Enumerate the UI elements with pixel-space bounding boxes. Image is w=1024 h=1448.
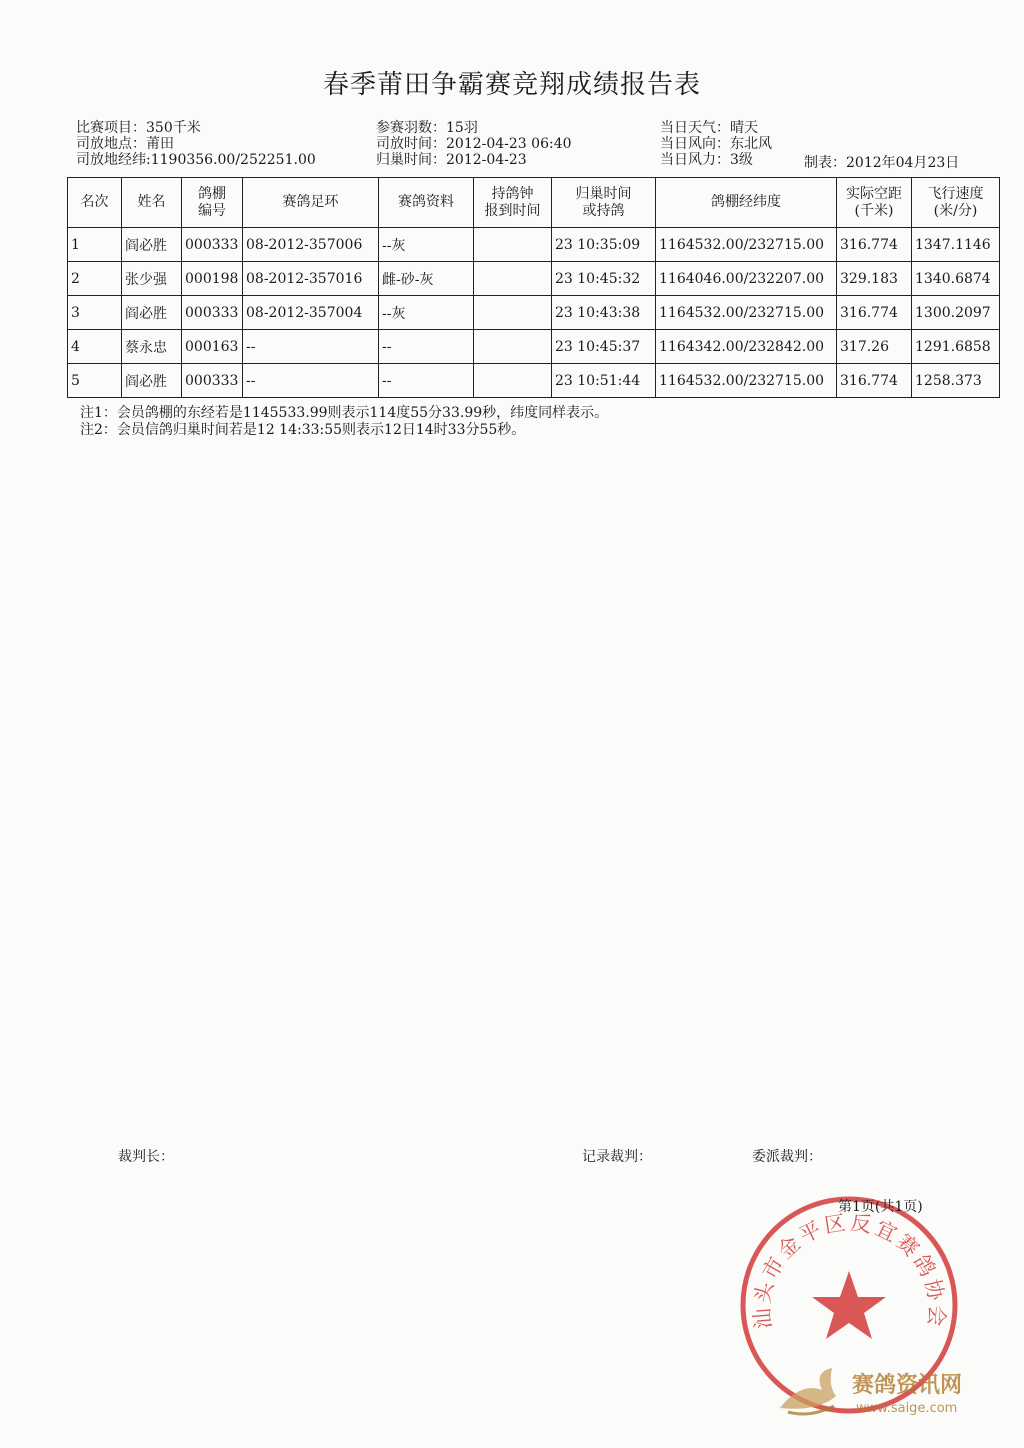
cell-info: -- [379,364,474,398]
cell-coords: 1164342.00/232842.00 [656,330,837,364]
cell-speed: 1258.373 [912,364,1000,398]
release-place: 司放地点：莆田 [76,136,174,152]
cell-info: --灰 [379,228,474,262]
cell-coords: 1164532.00/232715.00 [656,228,837,262]
release-coords: 司放地经纬:1190356.00/252251.00 [76,152,316,168]
cell-loft: 000163 [182,330,243,364]
cell-clock [474,228,552,262]
cell-clock [474,262,552,296]
header-speed-line1: 飞行速度 [927,185,984,202]
table-header-row [68,178,1000,228]
cell-clock [474,296,552,330]
cell-loft: 000333 [182,364,243,398]
header-loft-no [182,178,243,228]
cell-time: 23 10:45:37 [552,330,656,364]
watermark-text: 赛鸽资讯网 [852,1373,963,1398]
report-title: 春季莆田争霸赛竞翔成绩报告表 [322,70,701,100]
appointed-judge-label: 委派裁判： [752,1149,822,1165]
release-time: 司放时间：2012-04-23 06:40 [376,136,572,152]
star-icon [812,1271,886,1339]
cell-clock [474,364,552,398]
cell-coords: 1164046.00/232207.00 [656,262,837,296]
cell-distance: 316.774 [837,364,912,398]
cell-speed: 1347.1146 [912,228,1000,262]
header-distance [837,178,912,228]
cell-ring: 08-2012-357016 [243,262,379,296]
cell-time: 23 10:45:32 [552,262,656,296]
cell-speed: 1300.2097 [912,296,1000,330]
cell-coords: 1164532.00/232715.00 [656,296,837,330]
cell-time: 23 10:43:38 [552,296,656,330]
notes [80,405,608,439]
chief-judge-label: 裁判长： [118,1149,174,1165]
cell-time: 23 10:51:44 [552,364,656,398]
cell-loft: 000333 [182,228,243,262]
cell-name: 阎必胜 [122,228,182,262]
page-number: 第1页(共1页) [838,1199,923,1215]
table-row [68,228,1000,262]
header-return-time-line1: 归巢时间 [575,185,632,202]
svg-text:汕头市金平区反宜赛鸽协会: 汕头市金平区反宜赛鸽协会 [749,1210,950,1331]
results-table [67,177,1000,398]
cell-ring: -- [243,330,379,364]
table-row [68,330,1000,364]
header-loft-no-line1: 鸽棚 [198,185,226,202]
cell-info: --灰 [379,296,474,330]
header-return-time [552,178,656,228]
header-name: 姓名 [122,178,182,228]
header-return-time-line2: 或持鸽 [582,202,625,219]
cell-info: -- [379,330,474,364]
cell-distance: 316.774 [837,228,912,262]
race-info-column-2 [376,120,572,168]
recording-judge-label: 记录裁判： [582,1149,652,1165]
race-item: 比赛项目：350千米 [76,120,201,136]
note-1: 注1：会员鸽棚的东经若是1145533.99则表示114度55分33.99秒，纬度同样表示。 [80,405,609,421]
cell-speed: 1340.6874 [912,262,1000,296]
weather: 当日天气：晴天 [660,120,758,136]
cell-rank: 3 [68,296,122,330]
cell-time: 23 10:35:09 [552,228,656,262]
header-loft-no-line2: 编号 [198,202,226,219]
header-distance-line2: (千米) [854,202,894,219]
cell-clock [474,330,552,364]
wind-direction: 当日风向：东北风 [660,136,772,152]
cell-ring: 08-2012-357004 [243,296,379,330]
cell-coords: 1164532.00/232715.00 [656,364,837,398]
header-coords: 鸽棚经纬度 [656,178,837,228]
cell-rank: 4 [68,330,122,364]
cell-name: 蔡永忠 [122,330,182,364]
header-pigeon-info: 赛鸽资料 [379,178,474,228]
table-row [68,364,1000,398]
cell-info: 雌-砂-灰 [379,262,474,296]
race-info-column-1 [76,120,316,168]
made-date: 制表：2012年04月23日 [804,155,960,171]
cell-name: 阎必胜 [122,364,182,398]
return-time: 归巢时间：2012-04-23 [376,152,527,168]
race-info-column-3 [660,120,772,168]
cell-loft: 000333 [182,296,243,330]
header-clock-time [474,178,552,228]
watermark-url: www.saige.com [856,1401,958,1416]
cell-rank: 5 [68,364,122,398]
site-watermark [770,1362,985,1424]
header-rank: 名次 [68,178,122,228]
pigeon-logo-icon [780,1368,836,1414]
cell-ring: 08-2012-357006 [243,228,379,262]
header-speed-line2: (米/分) [933,202,978,219]
cell-distance: 316.774 [837,296,912,330]
header-distance-line1: 实际空距 [846,185,902,202]
cell-name: 阎必胜 [122,296,182,330]
header-clock-time-line2: 报到时间 [484,202,541,219]
header-ring: 赛鸽足环 [243,178,379,228]
cell-rank: 2 [68,262,122,296]
cell-loft: 000198 [182,262,243,296]
cell-distance: 329.183 [837,262,912,296]
cell-name: 张少强 [122,262,182,296]
cell-rank: 1 [68,228,122,262]
header-speed [912,178,1000,228]
cell-distance: 317.26 [837,330,912,364]
header-clock-time-line1: 持鸽钟 [491,185,534,202]
cell-speed: 1291.6858 [912,330,1000,364]
note-2: 注2：会员信鸽归巢时间若是12 14:33:55则表示12日14时33分55秒。 [80,422,526,438]
table-row [68,296,1000,330]
entries-count: 参赛羽数：15羽 [376,120,478,136]
wind-force: 当日风力：3级 [660,152,753,168]
table-row [68,262,1000,296]
cell-ring: -- [243,364,379,398]
